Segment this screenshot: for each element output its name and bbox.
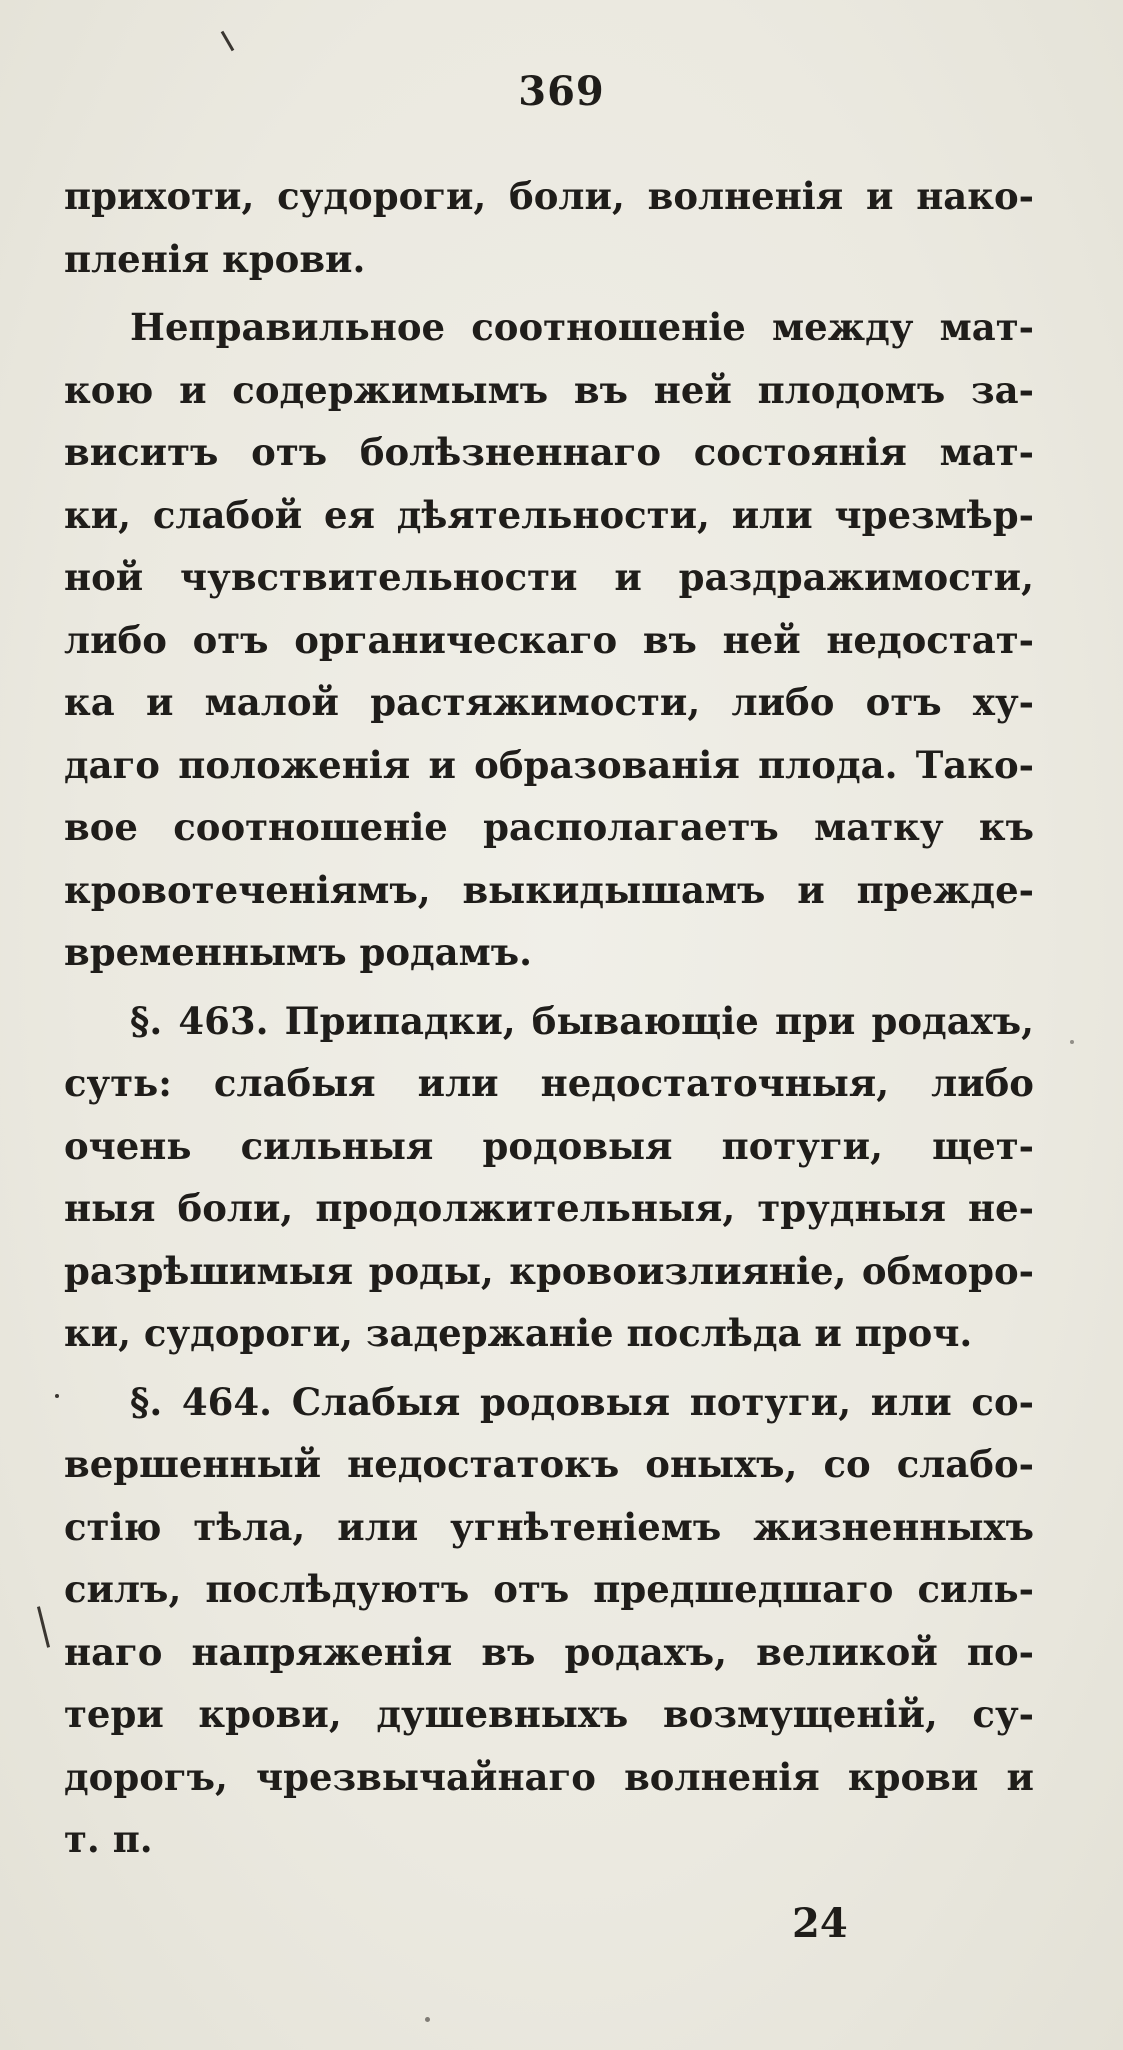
text-line: §. 463. Припадки, бывающіе при родахъ, — [130, 998, 1034, 1043]
text-line: пленія крови. — [64, 236, 366, 281]
text-line: §. 464. Слабыя родовыя потуги, или со- — [130, 1379, 1034, 1424]
text-line: временнымъ родамъ. — [64, 930, 533, 974]
text-line: вершенный недостатокъ оныхъ, со слабо- — [64, 1442, 1034, 1486]
section-463 — [64, 990, 1034, 1365]
signature-mark: 24 — [792, 1900, 848, 1947]
page-number: 369 — [518, 68, 605, 115]
text-line: наго напряженія въ родахъ, великой по- — [64, 1629, 1034, 1674]
text-line: вое соотношеніе располагаетъ матку къ — [64, 805, 1034, 849]
text-line: даго положенія и образованія плода. Тако- — [64, 742, 1034, 787]
text-line: т. п. — [64, 1817, 153, 1861]
ink-speck — [425, 2017, 430, 2022]
text-line: ки, судороги, задержаніе послѣда и проч. — [64, 1311, 973, 1355]
ink-speck — [1070, 1040, 1074, 1044]
paragraph-2 — [64, 296, 1034, 984]
text-line: кою и содержимымъ въ ней плодомъ за- — [64, 367, 1034, 412]
ink-speck — [37, 1606, 50, 1647]
text-line: силъ, послѣдуютъ отъ предшедшаго силь- — [64, 1567, 1034, 1611]
text-line: прихоти, судороги, боли, волненія и нако- — [64, 174, 1034, 218]
text-line: ки, слабой ея дѣятельности, или чрезмѣр- — [64, 492, 1034, 537]
text-line: стію тѣла, или угнѣтеніемъ жизненныхъ — [64, 1504, 1034, 1549]
ink-speck — [55, 1394, 59, 1398]
text-line: кровотеченіямъ, выкидышамъ и прежде- — [64, 867, 1034, 912]
section-464 — [64, 1371, 1034, 1871]
text-line: суть: слабыя или недостаточныя, либо — [64, 1061, 1034, 1105]
text-line: виситъ отъ болѣзненнаго состоянія мат- — [64, 430, 1034, 474]
text-line: либо отъ органическаго въ ней недостат- — [64, 617, 1034, 662]
text-line: очень сильныя родовыя потуги, щет- — [64, 1123, 1034, 1168]
text-line: ныя боли, продолжительныя, трудныя не- — [64, 1186, 1034, 1230]
text-line: дорогъ, чрезвычайнаго волненія крови и — [64, 1754, 1034, 1799]
body-text — [64, 165, 1034, 1871]
text-line: разрѣшимыя роды, кровоизлияніе, обморо- — [64, 1248, 1034, 1293]
text-line: Неправильное соотношеніе между мат- — [130, 305, 1034, 349]
ink-speck — [221, 31, 235, 52]
text-line: ной чувствительности и раздражимости, — [64, 555, 1034, 599]
paragraph-1 — [64, 165, 1034, 290]
text-line: ка и малой растяжимости, либо отъ ху- — [64, 680, 1034, 724]
text-line: тери крови, душевныхъ возмущеній, су- — [64, 1692, 1034, 1736]
